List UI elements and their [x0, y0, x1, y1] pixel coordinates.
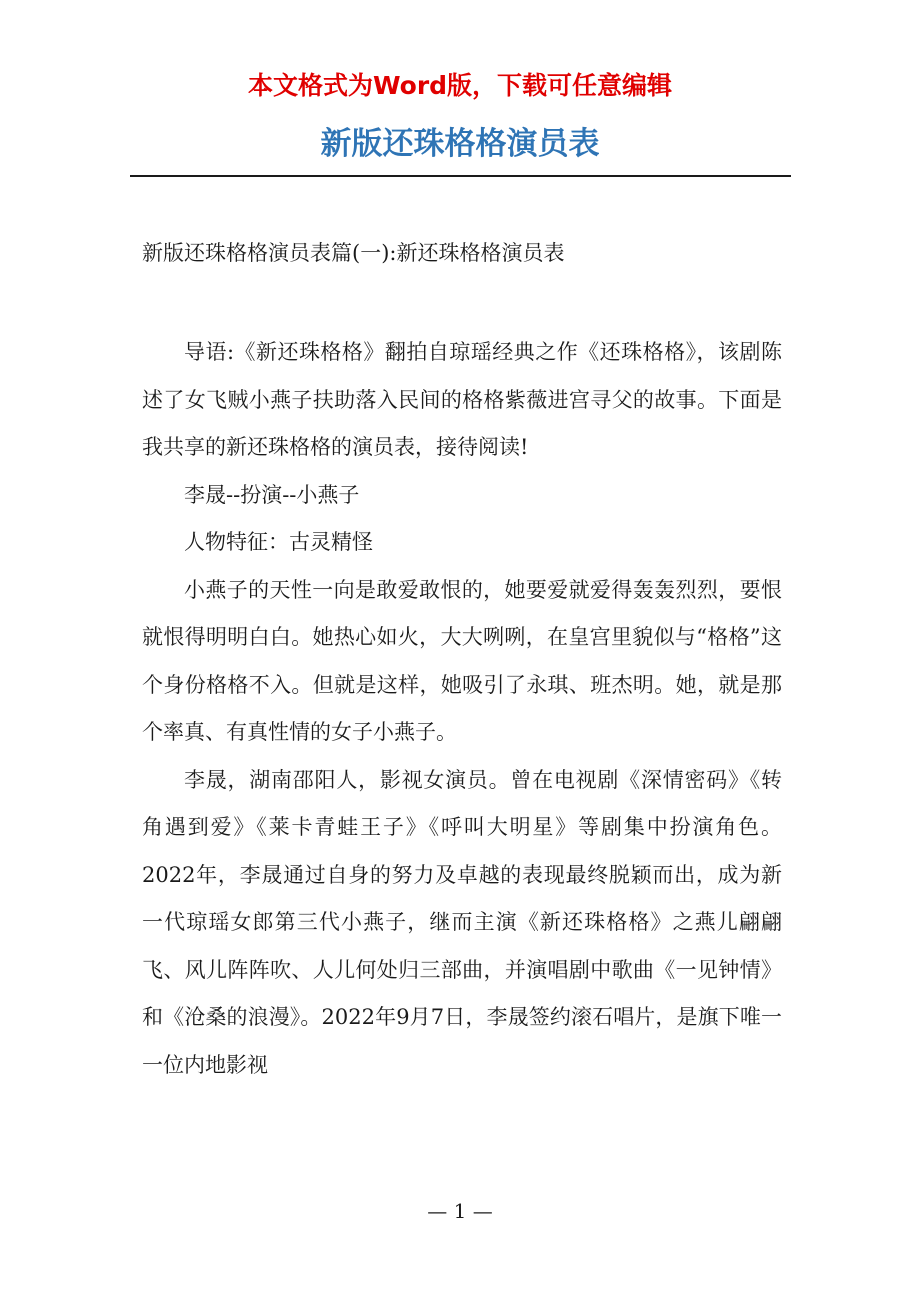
document-body: [142, 329, 782, 1089]
document-title: 新版还珠格格演员表: [320, 126, 600, 162]
paragraph-character: 小燕子的天性一向是敢爱敢恨的，她要爱就爱得轰轰烈烈，要恨就恨得明明白白。她热心如火，大大咧咧，在皇宫里貌似与“格格”这个身份格格不入。但就是这样，她吸引了永琪、班杰明。她，就是那个率真、有真性情的女子小燕子。: [142, 577, 782, 744]
page-number: — 1 —: [427, 1199, 493, 1223]
paragraph-biography: 李晟，湖南邵阳人，影视女演员。曾在电视剧《深情密码》《转角遇到爱》《莱卡青蛙王子》《呼叫大明星》等剧集中扮演角色。2022年，李晟通过自身的努力及卓越的表现最终脱颖而出，成为新一代琼瑶女郎第三代小燕子，继而主演《新还珠格格》之燕儿翩翩飞、风儿阵阵吹、人儿何处归三部曲，并演唱剧中歌曲《一见钟情》和《沧桑的浪漫》。2022年9月7日，李晟签约滚石唱片，是旗下唯一一位内地影视: [142, 767, 782, 1077]
section-heading: 新版还珠格格演员表篇(一):新还珠格格演员表: [142, 241, 565, 265]
paragraph-role: 李晟--扮演--小燕子: [184, 482, 360, 507]
paragraph-intro: 导语:《新还珠格格》翻拍自琼瑶经典之作《还珠格格》，该剧陈述了女飞贼小燕子扶助落入民间的格格紫薇进宫寻父的故事。下面是我共享的新还珠格格的演员表，接待阅读!: [142, 340, 782, 459]
download-notice: 本文格式为Word版，下载可任意编辑: [247, 71, 673, 100]
paragraph-trait: 人物特征：古灵精怪: [184, 530, 373, 554]
title-divider: [130, 175, 791, 177]
